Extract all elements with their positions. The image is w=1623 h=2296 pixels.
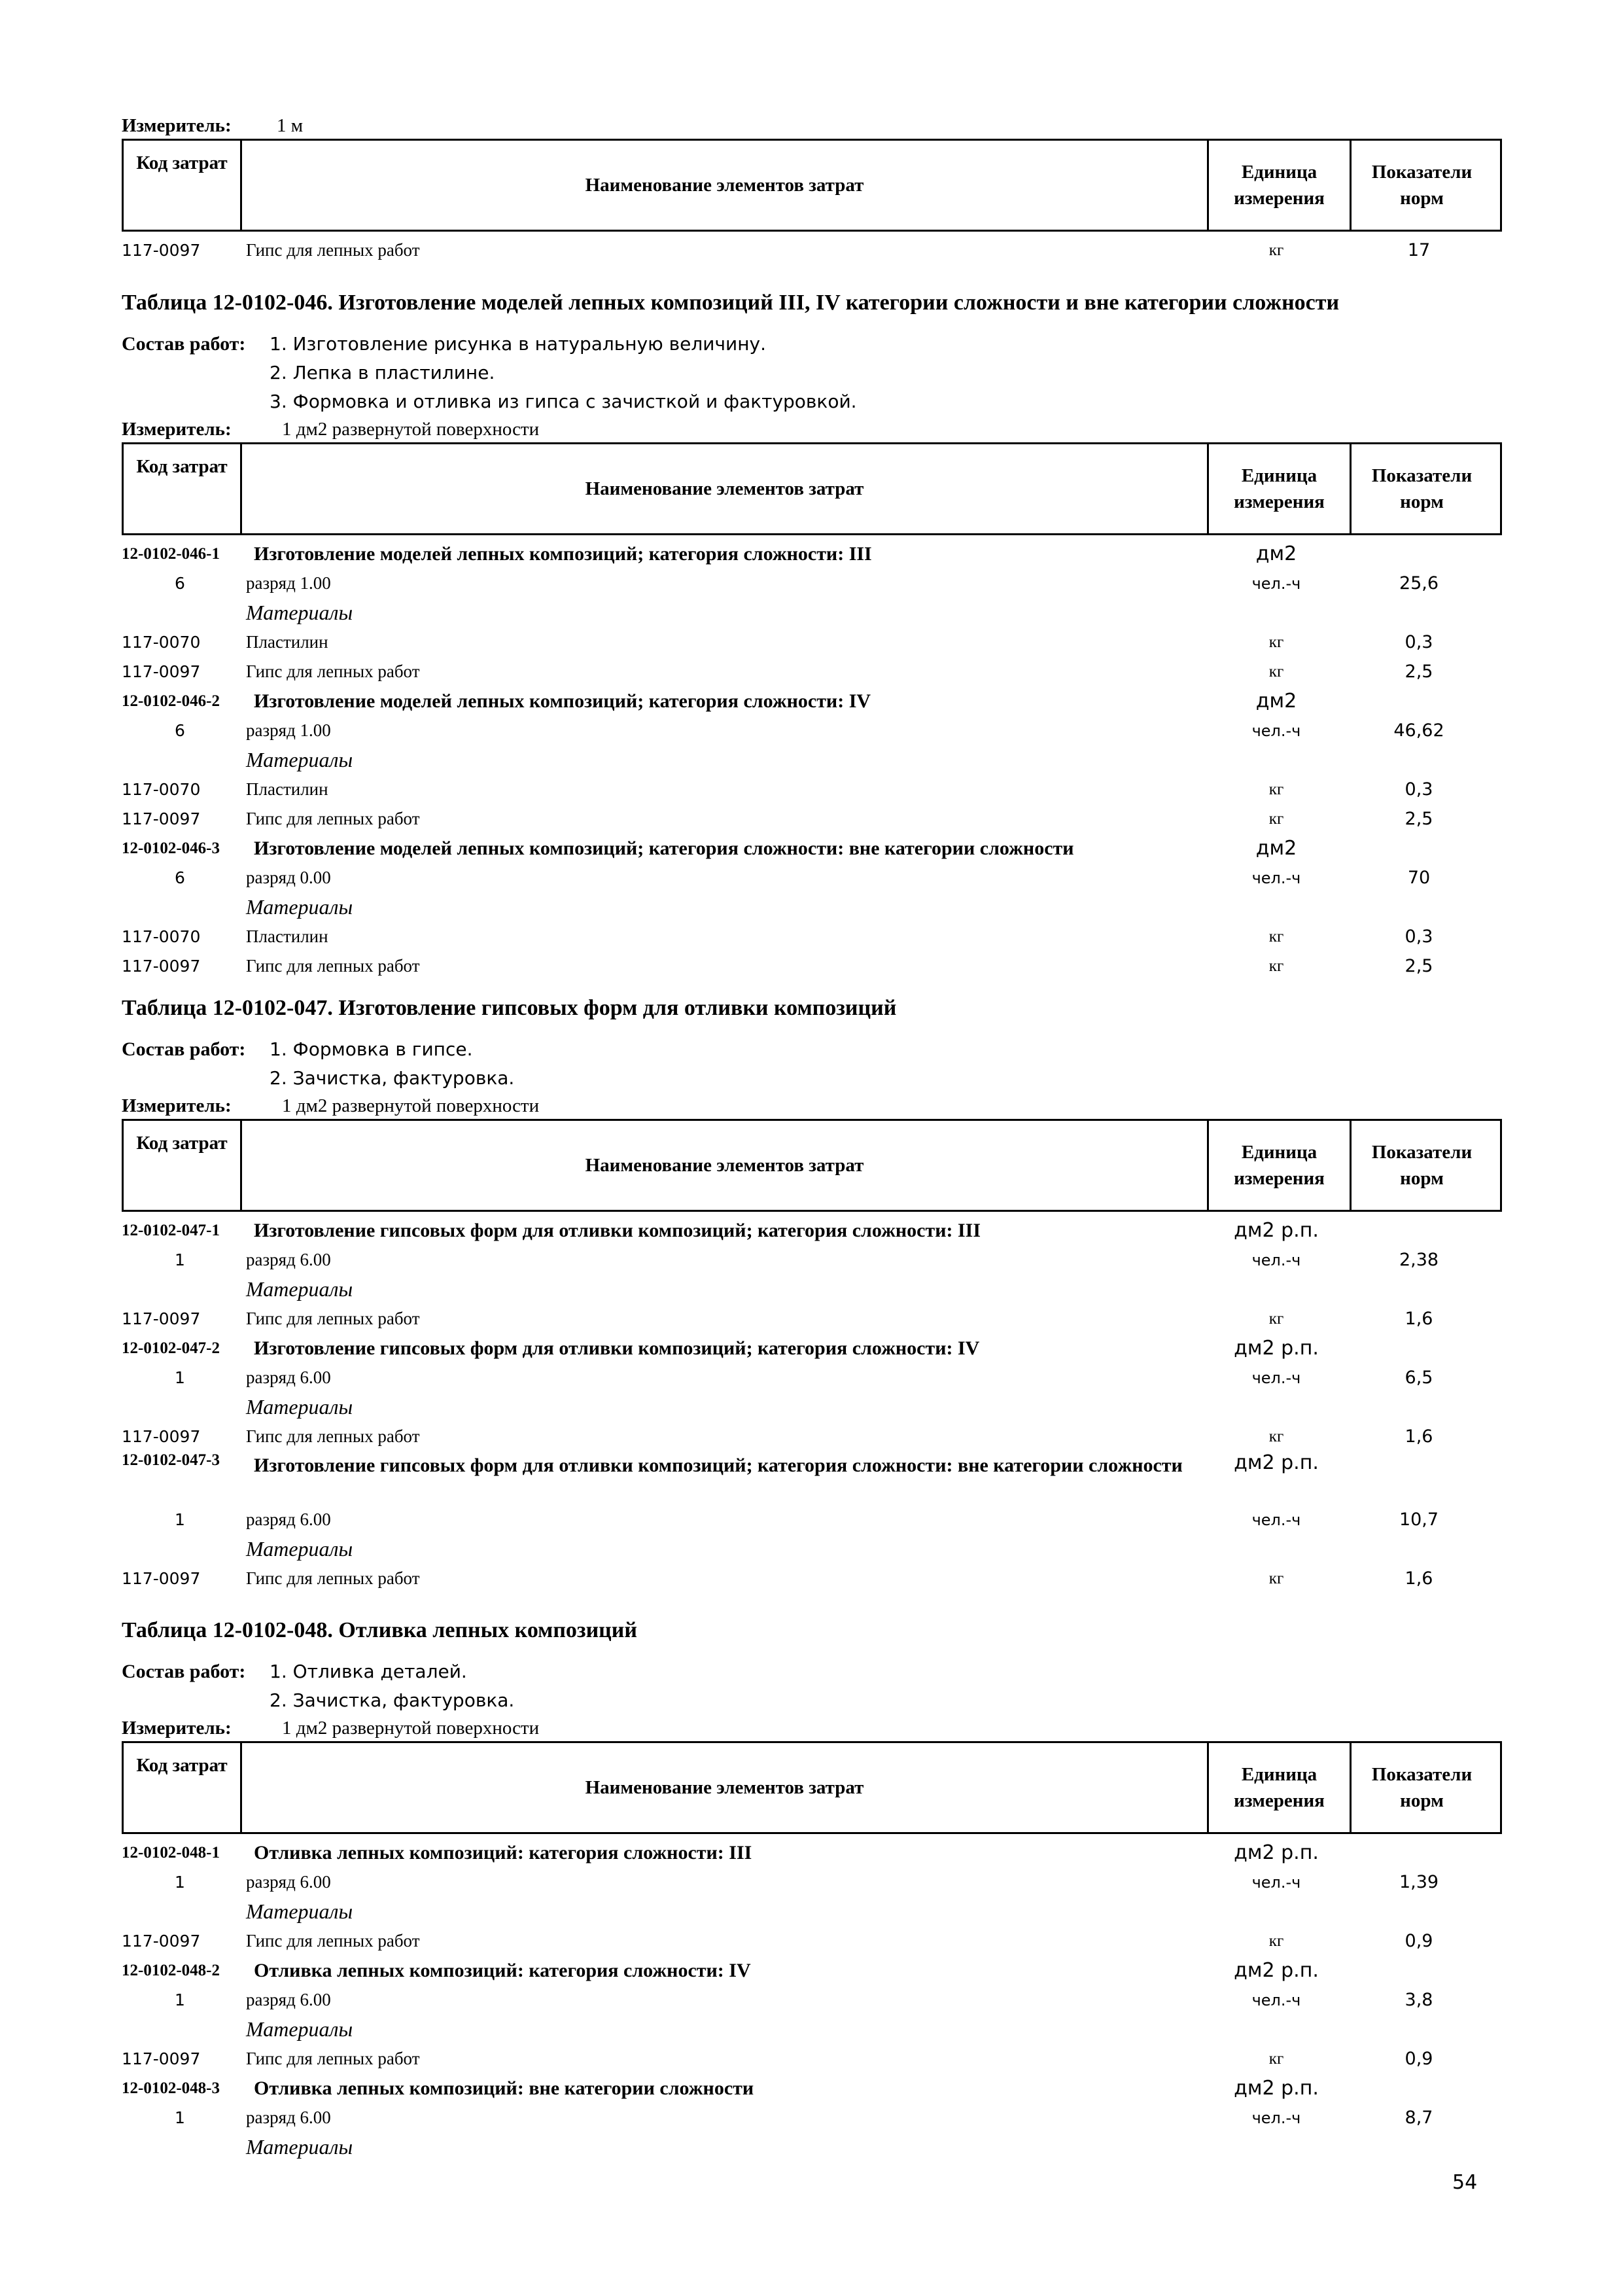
cell-unit: чел.-ч <box>1251 721 1301 740</box>
cell-name: Гипс для лепных работ <box>246 240 420 260</box>
header-norm: Показатели норм <box>1350 444 1492 533</box>
izmeritel-line <box>122 1715 1502 1741</box>
table-row <box>122 863 1502 892</box>
cell-norm: 2,5 <box>1405 956 1433 976</box>
cell-name: Гипс для лепных работ <box>246 662 420 681</box>
cell-unit: чел.-ч <box>1251 1250 1301 1269</box>
cell-norm: 2,5 <box>1405 809 1433 829</box>
table-body <box>122 539 1502 981</box>
cell-norm: 0,3 <box>1405 927 1433 947</box>
cell-name: Отливка лепных композиций: категория сложности: IV <box>254 1959 751 1981</box>
cell-unit: дм2 р.п. <box>1234 1959 1319 1982</box>
cell-code: 117-0097 <box>122 1427 201 1446</box>
cell-code: 117-0070 <box>122 780 201 799</box>
cell-code: 12-0102-046-2 <box>122 692 220 710</box>
cell-name: Гипс для лепных работ <box>246 1309 420 1328</box>
cell-norm: 70 <box>1407 868 1431 888</box>
cell-unit: кг <box>1268 780 1284 798</box>
header-unit: Единица измерения <box>1207 1743 1350 1832</box>
table-body <box>122 236 1502 265</box>
table-046-section <box>122 277 1502 981</box>
izmeritel-label: Измеритель: <box>122 419 232 440</box>
table-row <box>122 1985 1502 2015</box>
table-title: Таблица 12-0102-047. Изготовление гипсовых форм для отливки композиций <box>122 996 897 1020</box>
cell-name: Гипс для лепных работ <box>246 1568 420 1588</box>
cell-name: Пластилин <box>246 927 328 946</box>
cell-code: 12-0102-046-1 <box>122 544 220 563</box>
table-row <box>122 951 1502 981</box>
table-row <box>122 236 1502 265</box>
materials-heading-row <box>122 1897 1502 1926</box>
item-row <box>122 1956 1502 1985</box>
materials-heading-row <box>122 2132 1502 2162</box>
work-step: 1. Отливка деталей. <box>270 1661 467 1682</box>
cell-unit: дм2 р.п. <box>1234 1841 1319 1864</box>
cell-code: 117-0097 <box>122 957 201 976</box>
table-row <box>122 1505 1502 1534</box>
cell-name: разряд 6.00 <box>246 2108 331 2127</box>
page-number: 54 <box>1452 2171 1478 2194</box>
table-row <box>122 1867 1502 1897</box>
cell-name: Материалы <box>246 601 353 624</box>
cell-name: Пластилин <box>246 779 328 799</box>
cell-name: разряд 6.00 <box>246 1250 331 1269</box>
cell-name: Изготовление моделей лепных композиций; категория сложности: III <box>254 542 872 565</box>
cell-norm: 8,7 <box>1405 2108 1433 2128</box>
cell-norm: 25,6 <box>1399 573 1439 593</box>
table-body <box>122 1216 1502 1593</box>
table-row <box>122 2044 1502 2074</box>
item-row <box>122 1333 1502 1363</box>
cell-unit: чел.-ч <box>1251 1510 1301 1529</box>
cell-norm: 2,5 <box>1405 662 1433 682</box>
cell-code: 12-0102-047-1 <box>122 1221 220 1239</box>
table-row <box>122 1363 1502 1392</box>
table-header <box>122 442 1502 535</box>
item-row <box>122 539 1502 569</box>
materials-heading-row <box>122 1392 1502 1422</box>
item-row <box>122 1451 1502 1505</box>
cell-unit: дм2 р.п. <box>1234 1451 1319 1474</box>
materials-heading-row <box>122 598 1502 627</box>
table-body <box>122 1838 1502 2162</box>
item-row <box>122 1838 1502 1867</box>
materials-heading-row <box>122 892 1502 922</box>
izmeritel-label: Измеритель: <box>122 1718 232 1739</box>
cell-norm: 1,6 <box>1405 1426 1433 1447</box>
cell-name: Материалы <box>246 1277 353 1301</box>
item-row <box>122 686 1502 716</box>
materials-heading-row <box>122 2015 1502 2044</box>
header-unit: Единица измерения <box>1207 444 1350 533</box>
cell-name: Материалы <box>246 748 353 771</box>
table-row <box>122 716 1502 745</box>
cell-name: разряд 6.00 <box>246 1368 331 1387</box>
cell-norm: 1,6 <box>1405 1568 1433 1589</box>
cell-name: Гипс для лепных работ <box>246 956 420 976</box>
cell-name: разряд 1.00 <box>246 573 331 593</box>
cell-name: разряд 6.00 <box>246 1510 331 1529</box>
cell-norm: 10,7 <box>1399 1510 1439 1530</box>
cell-name: Изготовление гипсовых форм для отливки композиций; категория сложности: III <box>254 1219 981 1241</box>
table-header <box>122 139 1502 232</box>
item-row <box>122 834 1502 863</box>
materials-heading-row <box>122 1275 1502 1304</box>
table-row <box>122 1245 1502 1275</box>
cell-name: Материалы <box>246 2135 353 2159</box>
cell-unit: дм2 р.п. <box>1234 1219 1319 1242</box>
table-047-section <box>122 983 1502 1593</box>
cell-name: Материалы <box>246 1395 353 1419</box>
cell-name: Изготовление гипсовых форм для отливки композиций; категория сложности: IV <box>254 1337 980 1359</box>
table-row <box>122 1564 1502 1593</box>
table-row <box>122 775 1502 804</box>
materials-heading-row <box>122 745 1502 775</box>
cell-norm: 0,9 <box>1405 2049 1433 2069</box>
cell-unit: кг <box>1268 1569 1284 1587</box>
header-name: Наименование элементов затрат <box>240 1743 1207 1832</box>
cell-code: 1 <box>175 1250 185 1269</box>
cell-name: Гипс для лепных работ <box>246 809 420 828</box>
izmeritel-value: 1 дм2 развернутой поверхности <box>282 1095 540 1116</box>
work-composition <box>122 1657 1502 1715</box>
cell-norm: 0,9 <box>1405 1931 1433 1951</box>
cell-unit: дм2 <box>1255 837 1297 860</box>
cell-name: Изготовление моделей лепных композиций; категория сложности: вне категории сложности <box>254 837 1074 859</box>
header-name: Наименование элементов затрат <box>240 141 1207 230</box>
header-norm: Показатели норм <box>1350 1121 1492 1210</box>
cell-name: Материалы <box>246 1899 353 1923</box>
work-step: 1. Формовка в гипсе. <box>270 1038 473 1060</box>
cell-unit: дм2 <box>1255 690 1297 713</box>
header-code: Код затрат <box>136 456 228 477</box>
work-step: 2. Зачистка, фактуровка. <box>270 1689 515 1711</box>
cell-norm: 46,62 <box>1393 720 1444 741</box>
cell-unit: дм2 р.п. <box>1234 1337 1319 1360</box>
work-step: 2. Зачистка, фактуровка. <box>270 1067 515 1089</box>
table-header <box>122 1119 1502 1212</box>
table-row <box>122 922 1502 951</box>
table-title: Таблица 12-0102-046. Изготовление моделей лепных композиций III, IV категории сложности и вне категории сложности <box>122 291 1340 315</box>
cell-norm: 3,8 <box>1405 1990 1433 2010</box>
table-048-section <box>122 1605 1502 2162</box>
cell-name: Гипс для лепных работ <box>246 1931 420 1951</box>
header-code: Код затрат <box>136 1133 228 1154</box>
table-row <box>122 2103 1502 2132</box>
cell-unit: дм2 р.п. <box>1234 2077 1319 2100</box>
cell-norm: 2,38 <box>1399 1250 1439 1270</box>
header-norm: Показатели норм <box>1350 1743 1492 1832</box>
cell-unit: кг <box>1268 241 1284 259</box>
cell-name: разряд 6.00 <box>246 1990 331 2009</box>
cell-code: 12-0102-047-3 <box>122 1451 220 1469</box>
table-row <box>122 569 1502 598</box>
cell-unit: кг <box>1268 1309 1284 1328</box>
cell-code: 6 <box>175 868 185 887</box>
header-name: Наименование элементов затрат <box>240 1121 1207 1210</box>
work-composition <box>122 330 1502 416</box>
cell-code: 1 <box>175 1510 185 1529</box>
work-step: 2. Лепка в пластилине. <box>270 362 495 383</box>
cell-norm: 0,3 <box>1405 779 1433 800</box>
izmeritel-value: 1 м <box>277 115 304 136</box>
cell-unit: кг <box>1268 2049 1284 2068</box>
cell-unit: кг <box>1268 809 1284 828</box>
table-row <box>122 1422 1502 1451</box>
cell-name: разряд 0.00 <box>246 868 331 887</box>
cell-unit: чел.-ч <box>1251 1990 1301 2009</box>
header-code: Код затрат <box>136 152 228 173</box>
cell-code: 1 <box>175 1873 185 1892</box>
izmeritel-line <box>122 416 1502 442</box>
cell-name: разряд 6.00 <box>246 1872 331 1892</box>
cell-norm: 0,3 <box>1405 632 1433 652</box>
cell-code: 12-0102-048-1 <box>122 1843 220 1862</box>
cell-unit: кг <box>1268 957 1284 975</box>
cell-code: 117-0097 <box>122 1932 201 1951</box>
cell-name: Гипс для лепных работ <box>246 1426 420 1446</box>
sostav-label: Состав работ: <box>122 333 246 355</box>
cell-name: Изготовление моделей лепных композиций; категория сложности: IV <box>254 690 871 712</box>
izmeritel-value: 1 дм2 развернутой поверхности <box>282 419 540 440</box>
cell-code: 1 <box>175 1368 185 1387</box>
header-unit: Единица измерения <box>1207 1121 1350 1210</box>
item-row <box>122 2074 1502 2103</box>
table-header <box>122 1741 1502 1834</box>
cell-name: Отливка лепных композиций: вне категории сложности <box>254 2077 754 2099</box>
cell-unit: кг <box>1268 1932 1284 1950</box>
work-step: 3. Формовка и отливка из гипса с зачисткой и фактуровкой. <box>270 391 857 412</box>
cell-unit: кг <box>1268 1427 1284 1445</box>
izmeritel-label: Измеритель: <box>122 1095 232 1116</box>
cell-unit: дм2 <box>1255 542 1297 565</box>
cell-unit: кг <box>1268 662 1284 680</box>
header-name: Наименование элементов затрат <box>240 444 1207 533</box>
cell-code: 12-0102-048-3 <box>122 2079 220 2097</box>
materials-heading-row <box>122 1534 1502 1564</box>
cell-unit: чел.-ч <box>1251 1368 1301 1387</box>
sostav-label: Состав работ: <box>122 1661 246 1682</box>
table-row <box>122 804 1502 834</box>
header-code: Код затрат <box>136 1755 228 1776</box>
cell-code: 117-0097 <box>122 662 201 681</box>
cell-code: 117-0097 <box>122 1569 201 1588</box>
cell-unit: кг <box>1268 927 1284 945</box>
item-row <box>122 1216 1502 1245</box>
table-row <box>122 1304 1502 1333</box>
cell-unit: чел.-ч <box>1251 1873 1301 1892</box>
cell-norm: 6,5 <box>1405 1368 1433 1388</box>
cell-unit: чел.-ч <box>1251 574 1301 593</box>
cell-name: разряд 1.00 <box>246 720 331 740</box>
cell-code: 117-0070 <box>122 927 201 946</box>
cell-code: 117-0097 <box>122 1309 201 1328</box>
sostav-label: Состав работ: <box>122 1038 246 1060</box>
izmeritel-line <box>122 113 1502 139</box>
cell-code: 1 <box>175 1990 185 2009</box>
cell-norm: 1,39 <box>1399 1872 1439 1892</box>
cell-norm: 17 <box>1407 240 1431 260</box>
top-section <box>122 113 1502 265</box>
cell-code: 117-0097 <box>122 809 201 828</box>
table-row <box>122 657 1502 686</box>
cell-code: 12-0102-046-3 <box>122 839 220 857</box>
cell-code: 12-0102-047-2 <box>122 1339 220 1357</box>
header-unit: Единица измерения <box>1207 141 1350 230</box>
cell-name: Пластилин <box>246 632 328 652</box>
table-row <box>122 1926 1502 1956</box>
cell-name: Материалы <box>246 2017 353 2041</box>
cell-norm: 1,6 <box>1405 1309 1433 1329</box>
work-step: 1. Изготовление рисунка в натуральную величину. <box>270 333 766 355</box>
cell-name: Материалы <box>246 1537 353 1561</box>
izmeritel-line <box>122 1093 1502 1119</box>
izmeritel-label: Измеритель: <box>122 115 232 136</box>
cell-code: 12-0102-048-2 <box>122 1961 220 1979</box>
cell-code: 117-0070 <box>122 633 201 652</box>
cell-unit: чел.-ч <box>1251 868 1301 887</box>
cell-unit: чел.-ч <box>1251 2108 1301 2127</box>
cell-name: Гипс для лепных работ <box>246 2049 420 2068</box>
cell-code: 6 <box>175 721 185 740</box>
table-title: Таблица 12-0102-048. Отливка лепных композиций <box>122 1618 637 1642</box>
table-row <box>122 627 1502 657</box>
cell-code: 6 <box>175 574 185 593</box>
cell-name: Изготовление гипсовых форм для отливки композиций; категория сложности: вне категории сложности <box>254 1455 1183 1476</box>
cell-code: 1 <box>175 2108 185 2127</box>
izmeritel-value: 1 дм2 развернутой поверхности <box>282 1718 540 1739</box>
cell-name: Отливка лепных композиций: категория сложности: III <box>254 1841 752 1863</box>
cell-code: 117-0097 <box>122 241 201 260</box>
cell-unit: кг <box>1268 633 1284 651</box>
header-norm: Показатели норм <box>1350 141 1492 230</box>
work-composition <box>122 1035 1502 1093</box>
cell-code: 117-0097 <box>122 2049 201 2068</box>
cell-name: Материалы <box>246 895 353 919</box>
